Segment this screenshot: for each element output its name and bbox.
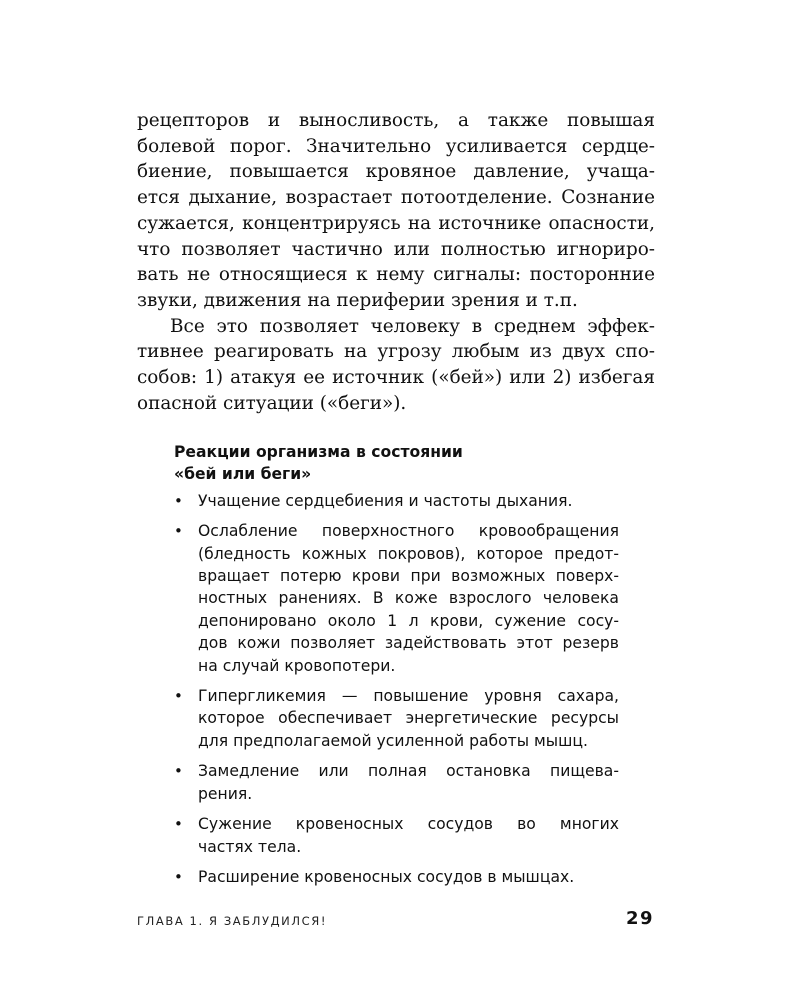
list-item-line: рения. [198, 784, 253, 803]
list-item-line: депонировано около 1 л крови, сужение сосу- [198, 611, 619, 630]
text-line: биение, повышается кровяное давление, учаща- [137, 161, 655, 183]
list-item-line: частях тела. [198, 837, 302, 856]
list-item-line: для предполагаемой усиленной работы мышц. [198, 731, 588, 750]
text-line: Все это позволяет человеку в среднем эффек- [170, 315, 655, 337]
list-item-line: Расширение кровеносных сосудов в мышцах. [198, 867, 575, 886]
bullet-icon: • [174, 762, 183, 781]
box-title-line: «бей или беги» [174, 465, 312, 484]
list-item-line: Учащение сердцебиения и частоты дыхания. [198, 491, 573, 510]
bullet-icon: • [174, 867, 183, 886]
box-title [174, 441, 619, 486]
list-item-line: Сужение кровеносных сосудов во многих [198, 815, 619, 834]
reactions-list [174, 490, 619, 889]
text-line: тивнее реагировать на угрозу любым из двух спо- [137, 341, 655, 363]
page-number: 29 [625, 908, 654, 929]
list-item [174, 490, 619, 512]
list-item-line: которое обеспечивает энергетические ресурсы [198, 709, 619, 728]
text-line: опасной ситуации («беги»). [137, 392, 407, 414]
list-item-line: Гипергликемия — повышение уровня сахара, [198, 687, 619, 706]
list-item [174, 760, 619, 805]
text-line: собов: 1) атакуя ее источник («бей») или 2) избегая [137, 367, 655, 389]
text-line: звуки, движения на периферии зрения и т.п. [137, 289, 578, 311]
list-item [174, 866, 619, 888]
list-item-line: дов кожи позволяет задействовать этот резерв [198, 634, 619, 653]
bullet-icon: • [174, 522, 183, 541]
body-text [137, 108, 655, 416]
text-line: ется дыхание, возрастает потоотделение. Сознание [137, 187, 655, 209]
running-footer-chapter: ГЛАВА 1. Я ЗАБЛУДИЛСЯ! [137, 914, 328, 928]
list-item-line: Ослабление поверхностного кровообращения [198, 522, 619, 541]
bullet-icon: • [174, 815, 183, 834]
text-line: вать не относящиеся к нему сигналы: посторонние [137, 264, 655, 286]
text-line: сужается, концентрируясь на источнике опасности, [137, 212, 655, 234]
bullet-icon: • [174, 687, 183, 706]
fight-or-flight-box [174, 441, 619, 896]
list-item-line: ностных ранениях. В коже взрослого человека [198, 589, 619, 608]
list-item [174, 685, 619, 752]
bullet-icon: • [174, 491, 183, 510]
list-item [174, 520, 619, 677]
paragraph-1 [137, 108, 655, 314]
list-item [174, 813, 619, 858]
box-title-line: Реакции организма в состоянии [174, 443, 463, 461]
text-line: что позволяет частично или полностью игнориро- [137, 238, 655, 260]
list-item-line: Замедление или полная остановка пищева- [198, 762, 619, 781]
list-item-line: (бледность кожных покровов), которое предот- [198, 544, 619, 563]
list-item-line: вращает потерю крови при возможных поверх- [198, 567, 619, 586]
text-line: болевой порог. Значительно усиливается сердце- [137, 135, 655, 157]
paragraph-2 [137, 314, 655, 417]
list-item-line: на случай кровопотери. [198, 656, 396, 675]
text-line: рецепторов и выносливость, а также повышая [137, 110, 655, 131]
